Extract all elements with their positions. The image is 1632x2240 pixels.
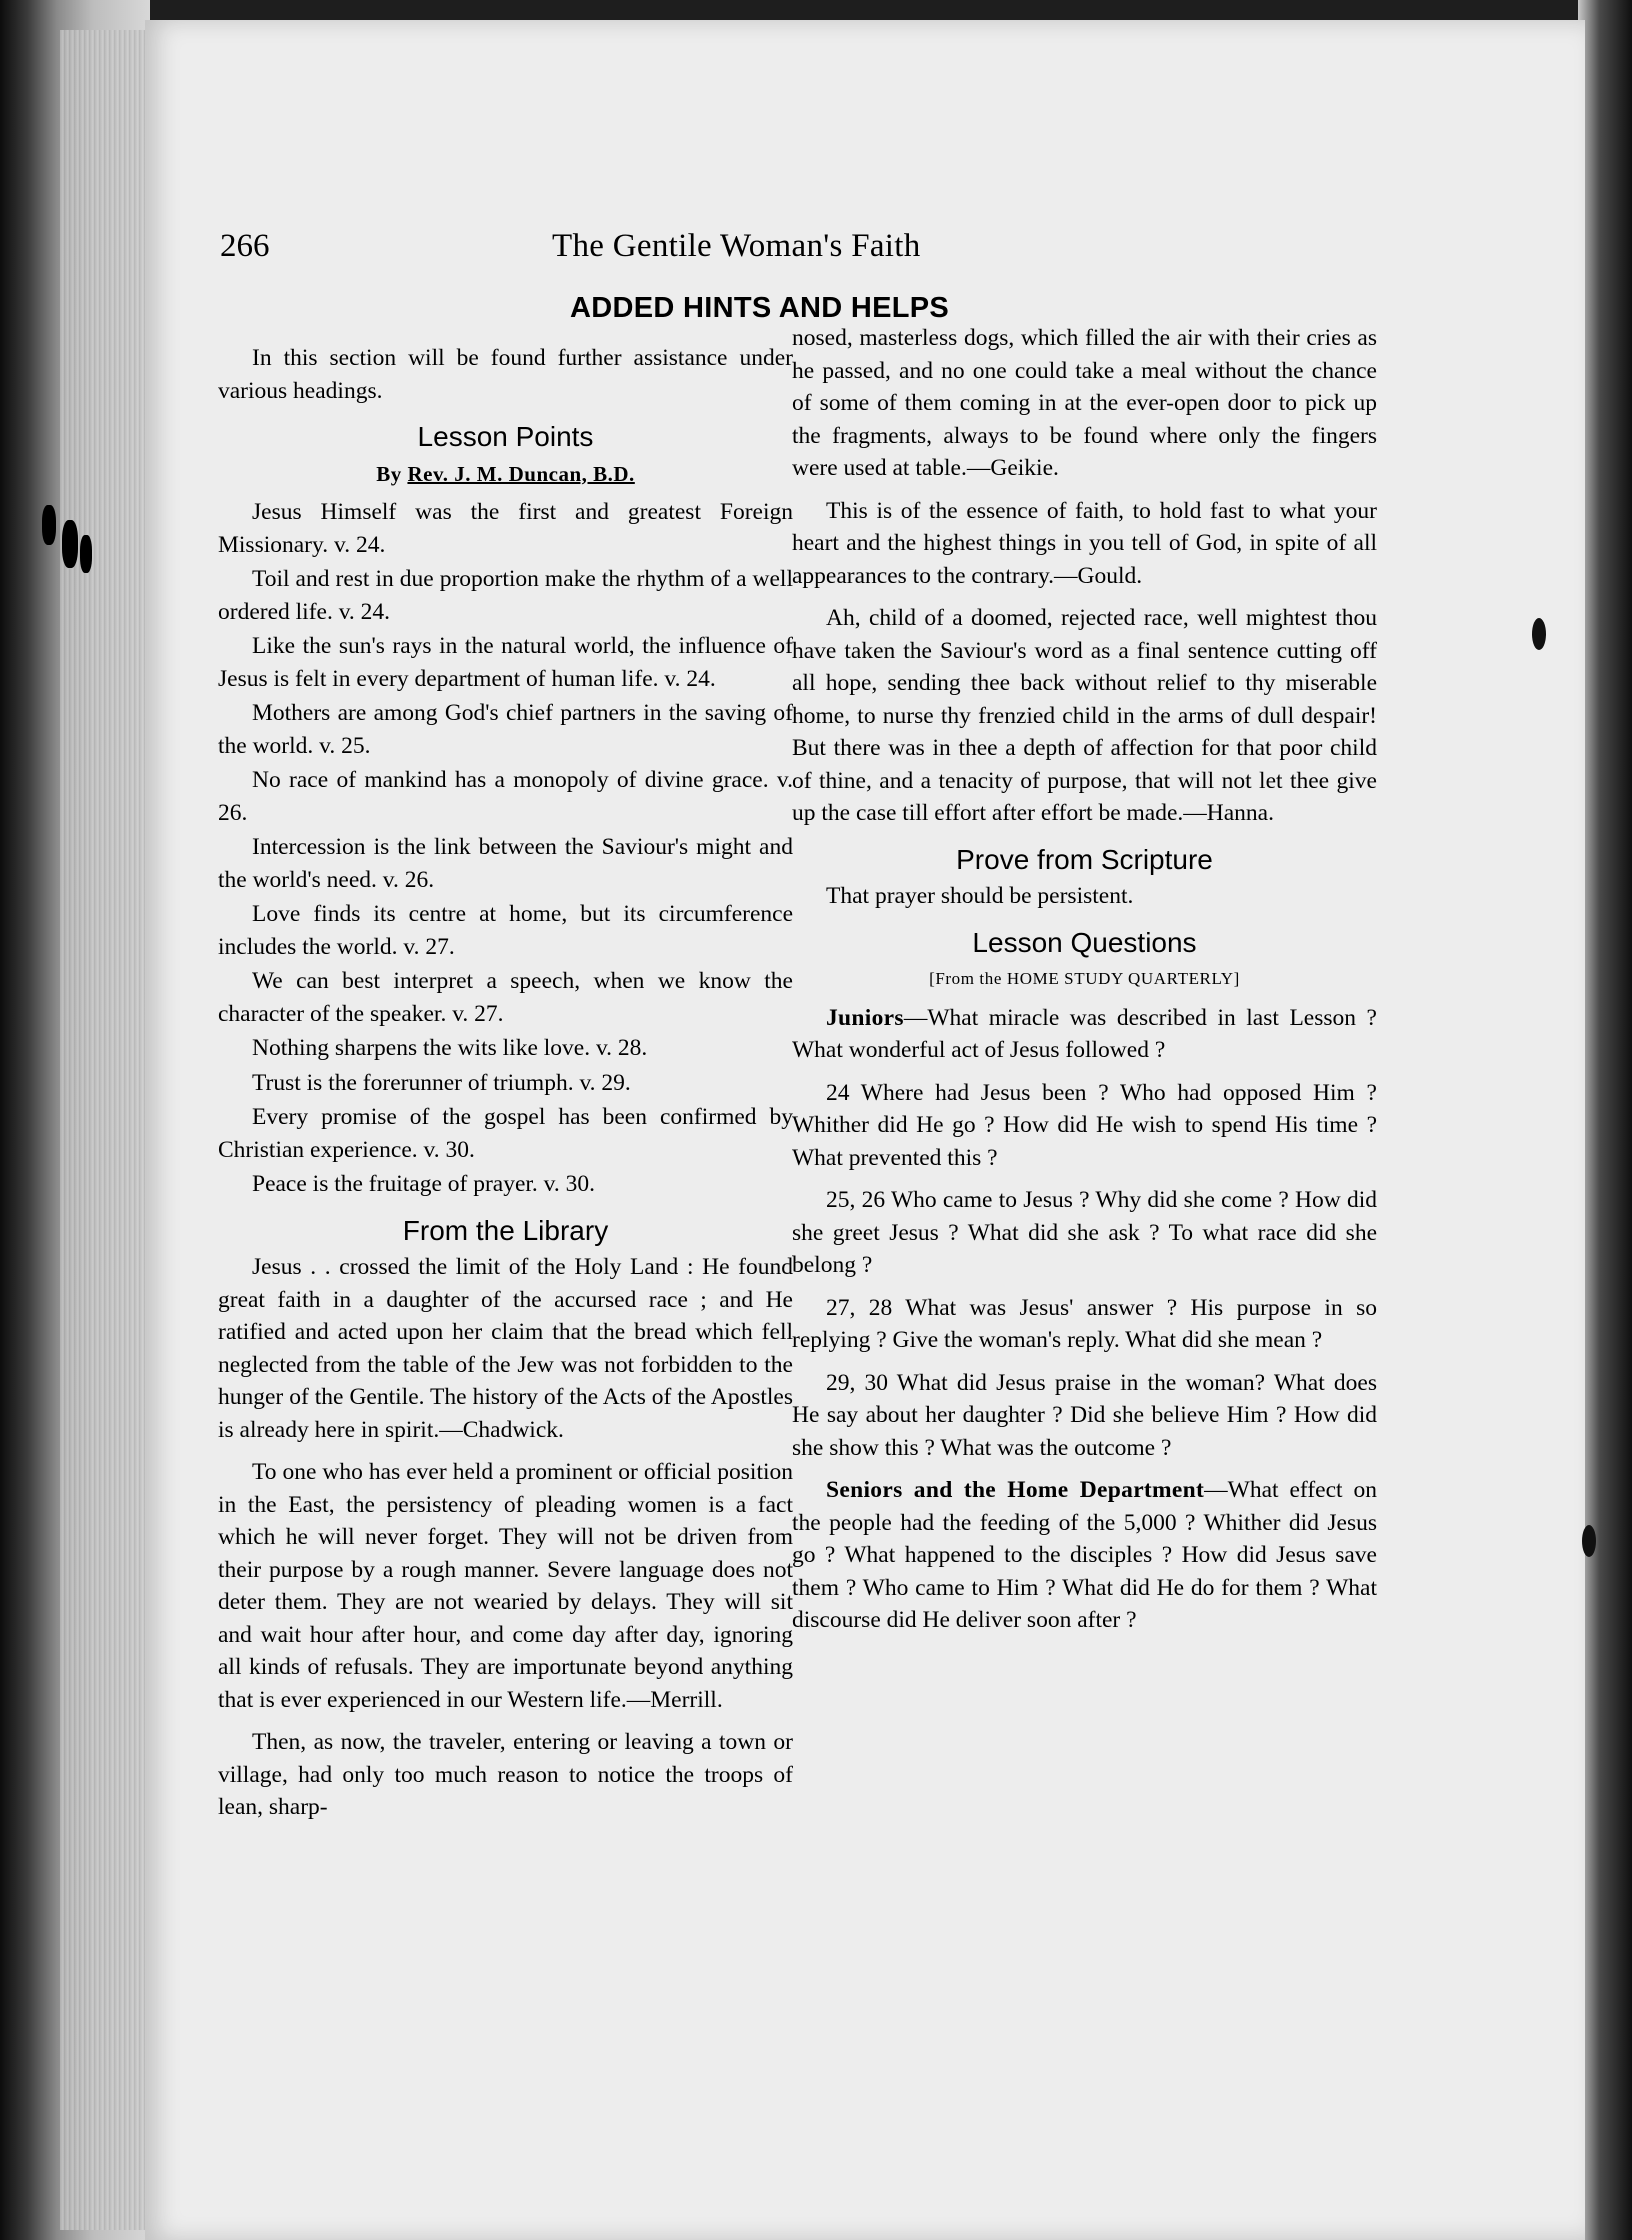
lesson-point: Like the sun's rays in the natural world, the influence of Jesus is felt in every department of human life. v. 24. [218, 633, 793, 692]
seniors-text: —What effect on the people had the feeding of the 5,000 ? Whither did Jesus go ? What happened to the disciples ? How did Jesus save them ? Who came to Him ? What did He do for them ? What discourse did He deliver soon after ? [792, 1477, 1377, 1633]
lesson-point: Toil and rest in due proportion make the rhythm of a well ordered life. v. 24. [218, 566, 793, 625]
seniors-label: Seniors and the Home Department [826, 1477, 1205, 1503]
lesson-point: Every promise of the gospel has been confirmed by Christian experience. v. 30. [218, 1104, 793, 1163]
section-title: ADDED HINTS AND HELPS [570, 292, 950, 324]
lesson-point: Love finds its centre at home, but its circumference includes the world. v. 27. [218, 901, 793, 960]
lesson-point: Nothing sharpens the wits like love. v. 28. [252, 1035, 648, 1061]
quote-paragraph: This is of the essence of faith, to hold fast to what your heart and the highest things in you tell of God, in spite of all appearances to the contrary.—Gould. [792, 497, 1377, 589]
seniors-question [792, 1474, 1377, 1637]
lesson-points-heading: Lesson Points [417, 421, 594, 452]
quote-paragraph: Ah, child of a doomed, rejected race, well mightest thou have taken the Saviour's word as a final sentence cutting off all hope, sending thee back without relief to thy miserable home, to nurse thy frenzied child in the arms of dull despair! But there was in thee a depth of affection for that poor child of thine, and a tenacity of purpose, that will not let thee give up the case till effort after effort be made.—Hanna. [792, 605, 1377, 826]
running-title: The Gentile Woman's Faith [552, 228, 921, 264]
page-number: 266 [220, 228, 270, 264]
lesson-point: Jesus Himself was the first and greatest Foreign Missionary. v. 24. [218, 499, 793, 558]
byline [218, 458, 793, 491]
byline-prefix: By [376, 461, 402, 486]
question-item: 24 Where had Jesus been ? Who had opposed Him ? Whither did He go ? How did He wish to spend His time ? What prevented this ? [792, 1079, 1377, 1171]
lesson-point: Peace is the fruitage of prayer. v. 30. [252, 1171, 596, 1197]
lesson-point: We can best interpret a speech, when we know the character of the speaker. v. 27. [218, 968, 793, 1027]
lesson-point: No race of mankind has a monopoly of divine grace. v. 26. [218, 767, 793, 826]
library-heading: From the Library [402, 1214, 609, 1246]
intro-paragraph: In this section will be found further assistance under various headings. [218, 345, 793, 404]
prove-text: That prayer should be persistent. [826, 883, 1134, 909]
juniors-question [792, 1002, 1377, 1067]
byline-name: Rev. J. M. Duncan, B.D. [407, 461, 635, 486]
punch-hole-mark [1532, 618, 1546, 650]
question-item: 27, 28 What was Jesus' answer ? His purpose in so replying ? Give the woman's reply. What did she mean ? [792, 1294, 1377, 1353]
question-item: 29, 30 What did Jesus praise in the woman? What does He say about her daughter ? Did she believe Him ? How did she show this ? What was the outcome ? [792, 1369, 1377, 1461]
prove-heading: Prove from Scripture [956, 843, 1213, 875]
lesson-point: Trust is the forerunner of triumph. v. 29. [252, 1069, 631, 1096]
punch-hole-mark [1582, 1525, 1596, 1557]
question-item: 25, 26 Who came to Jesus ? Why did she come ? How did she greet Jesus ? What did she ask ? To what race did she belong ? [792, 1187, 1377, 1278]
questions-heading: Lesson Questions [972, 926, 1197, 958]
right-column [792, 322, 1377, 1647]
continued-paragraph: nosed, masterless dogs, which filled the air with their cries as he passed, and no one could take a meal without the chance of some of them coming in at the ever-open door to pick up the fragments, always to be found where only the fingers were used at table.—Geikie. [792, 325, 1377, 481]
lesson-point: Intercession is the link between the Saviour's might and the world's need. v. 26. [218, 834, 793, 893]
juniors-label: Juniors [826, 1004, 904, 1031]
questions-source: [From the HOME STUDY QUARTERLY] [929, 969, 1240, 988]
page-header [220, 228, 1220, 278]
left-column [218, 342, 793, 1834]
right-page-edge [1578, 0, 1632, 2240]
lesson-point: Mothers are among God's chief partners in the saving of the world. v. 25. [218, 700, 793, 759]
library-paragraph: To one who has ever held a prominent or official position in the East, the persistency of pleading women is a fact which he will never forget. They will not be driven from their purpose by a rough manner. Severe language does not deter them. They are not wearied by delays. They will sit and wait hour after hour, and come day after day, ignoring all kinds of refusals. They are importunate beyond anything that is ever experienced in our Western life.—Merrill. [218, 1459, 793, 1713]
library-paragraph: Then, as now, the traveler, entering or leaving a town or village, had only too much reason to notice the troops of lean, sharp- [218, 1729, 793, 1820]
juniors-text: —What miracle was described in last Lesson ? What wonderful act of Jesus followed ? [792, 1004, 1377, 1063]
library-paragraph: Jesus . . crossed the limit of the Holy Land : He found great faith in a daughter of the accursed race ; and He ratified and acted upon her claim that the bread which fell neglected from the table of the Jew was not forbidden to the hunger of the Gentile. The history of the Acts of the Apostles is already here in spirit.—Chadwick. [218, 1254, 793, 1443]
